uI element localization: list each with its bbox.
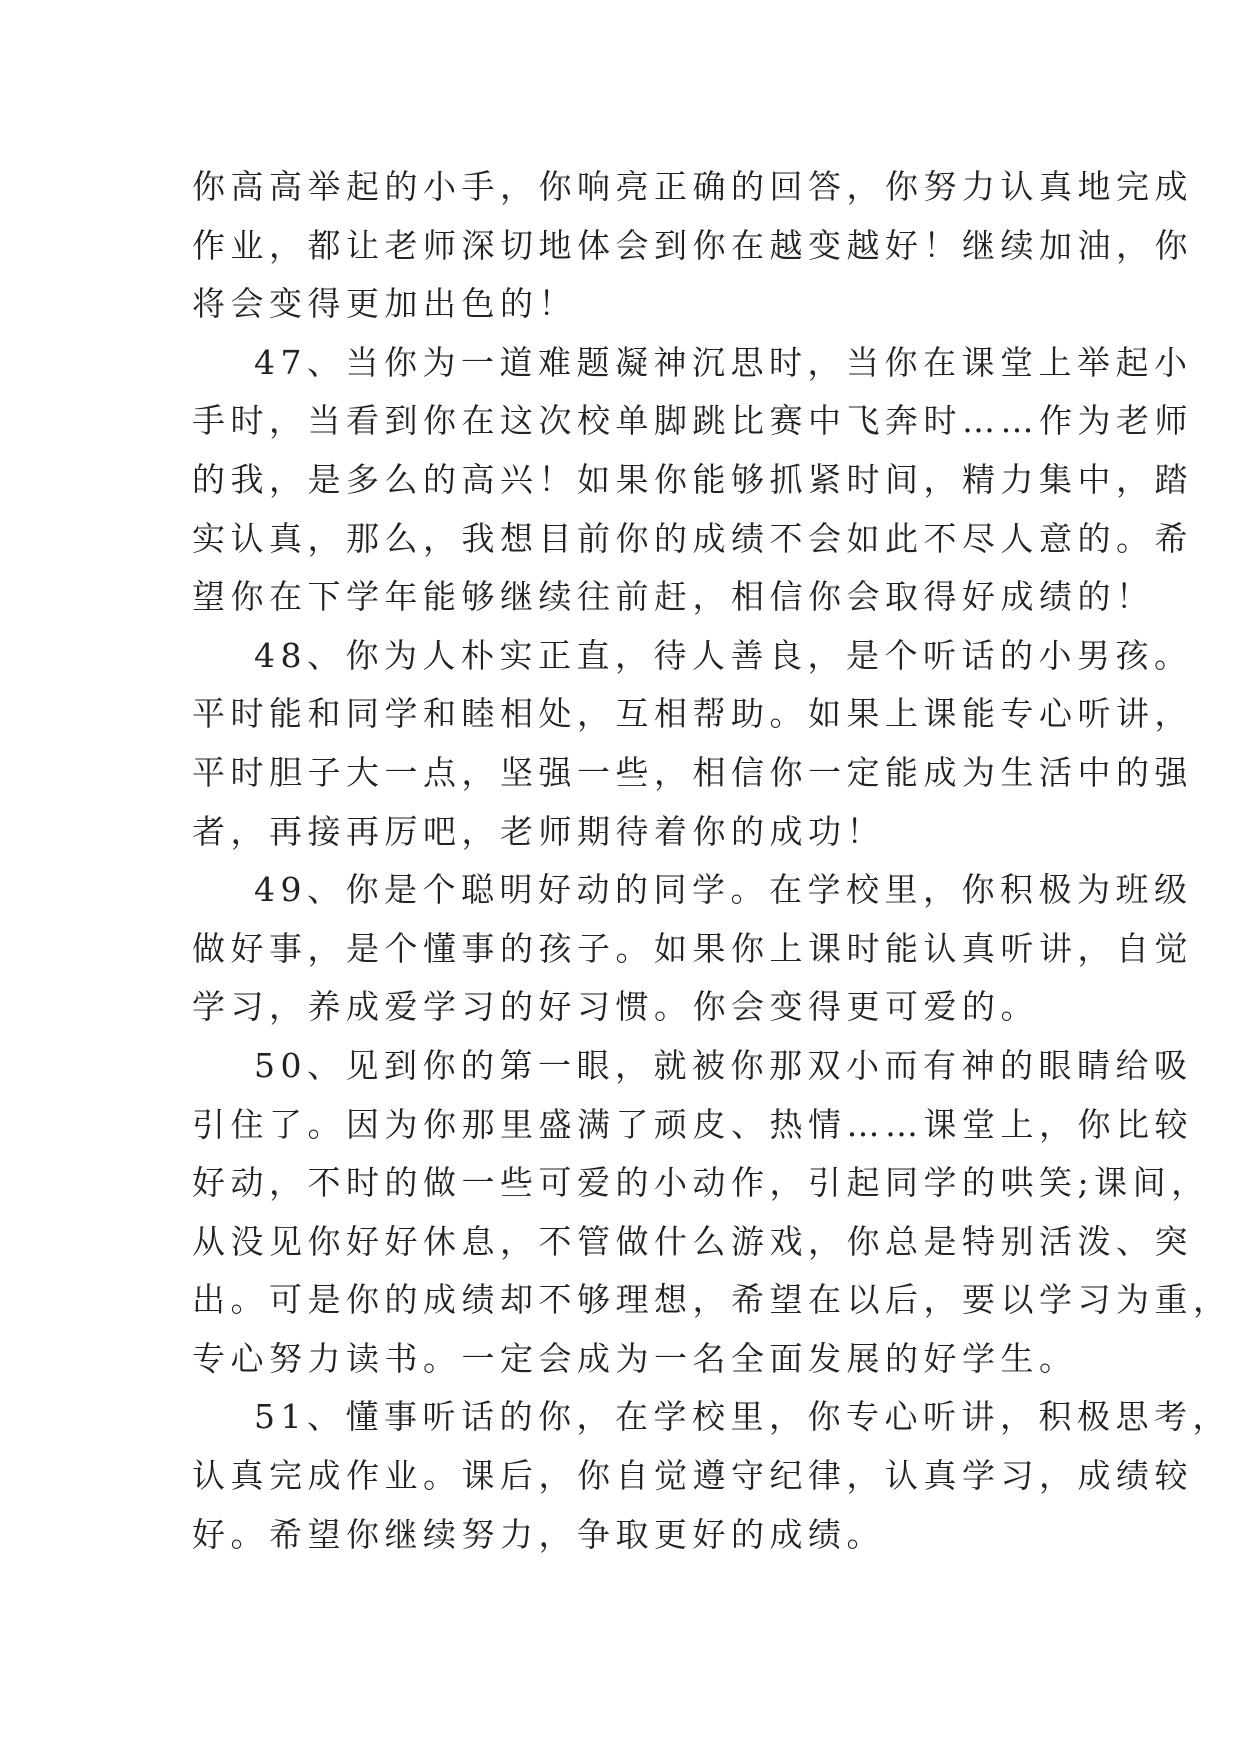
text-line: 认真完成作业。课后，你自觉遵守纪律，认真学习，成绩较: [192, 1456, 1193, 1496]
text-line: 学习，养成爱学习的好习惯。你会变得更可爱的。: [192, 987, 1039, 1027]
paragraph-51-start: 51、懂事听话的你，在学校里，你专心听讲，积极思考，: [254, 1397, 1231, 1437]
text-line: 手时，当看到你在这次校单脚跳比赛中飞奔时……作为老师: [192, 401, 1193, 441]
text-line: 引住了。因为你那里盛满了顽皮、热情……课堂上，你比较: [192, 1104, 1193, 1144]
text-line: 的我，是多么的高兴！如果你能够抓紧时间，精力集中，踏: [192, 459, 1193, 499]
paragraph-49-start: 49、你是个聪明好动的同学。在学校里，你积极为班级: [254, 870, 1193, 910]
text-line: 专心努力读书。一定会成为一名全面发展的好学生。: [192, 1338, 1078, 1378]
text-line: 你高高举起的小手，你响亮正确的回答，你努力认真地完成: [192, 167, 1193, 206]
text-line: 将会变得更加出色的！: [192, 284, 577, 324]
text-line: 好。希望你继续努力，争取更好的成绩。: [192, 1514, 885, 1554]
text-line: 实认真，那么，我想目前你的成绩不会如此不尽人意的。希: [192, 518, 1193, 558]
document-body: [192, 158, 1232, 1564]
text-line: 平时胆子大一点，坚强一些，相信你一定能成为生活中的强: [192, 752, 1193, 792]
text-line: 者，再接再厉吧，老师期待着你的成功！: [192, 811, 885, 851]
text-line: 望你在下学年能够继续往前赶，相信你会取得好成绩的！: [192, 577, 1155, 617]
paragraph-50-start: 50、见到你的第一眼，就被你那双小而有神的眼睛给吸: [254, 1045, 1193, 1085]
text-line: 做好事，是个懂事的孩子。如果你上课时能认真听讲，自觉: [192, 928, 1193, 968]
text-line: 出。可是你的成绩却不够理想，希望在以后，要以学习为重，: [192, 1280, 1232, 1320]
paragraph-47-start: 47、当你为一道难题凝神沉思时，当你在课堂上举起小: [254, 342, 1193, 382]
text-line: 好动，不时的做一些可爱的小动作，引起同学的哄笑;课间，: [192, 1163, 1210, 1203]
text-line: 平时能和同学和睦相处，互相帮助。如果上课能专心听讲，: [192, 694, 1193, 734]
text-line: 作业，都让老师深切地体会到你在越变越好！继续加油，你: [192, 225, 1193, 265]
text-line: 从没见你好好休息，不管做什么游戏，你总是特别活泼、突: [192, 1221, 1193, 1261]
paragraph-48-start: 48、你为人朴实正直，待人善良，是个听话的小男孩。: [254, 635, 1193, 675]
